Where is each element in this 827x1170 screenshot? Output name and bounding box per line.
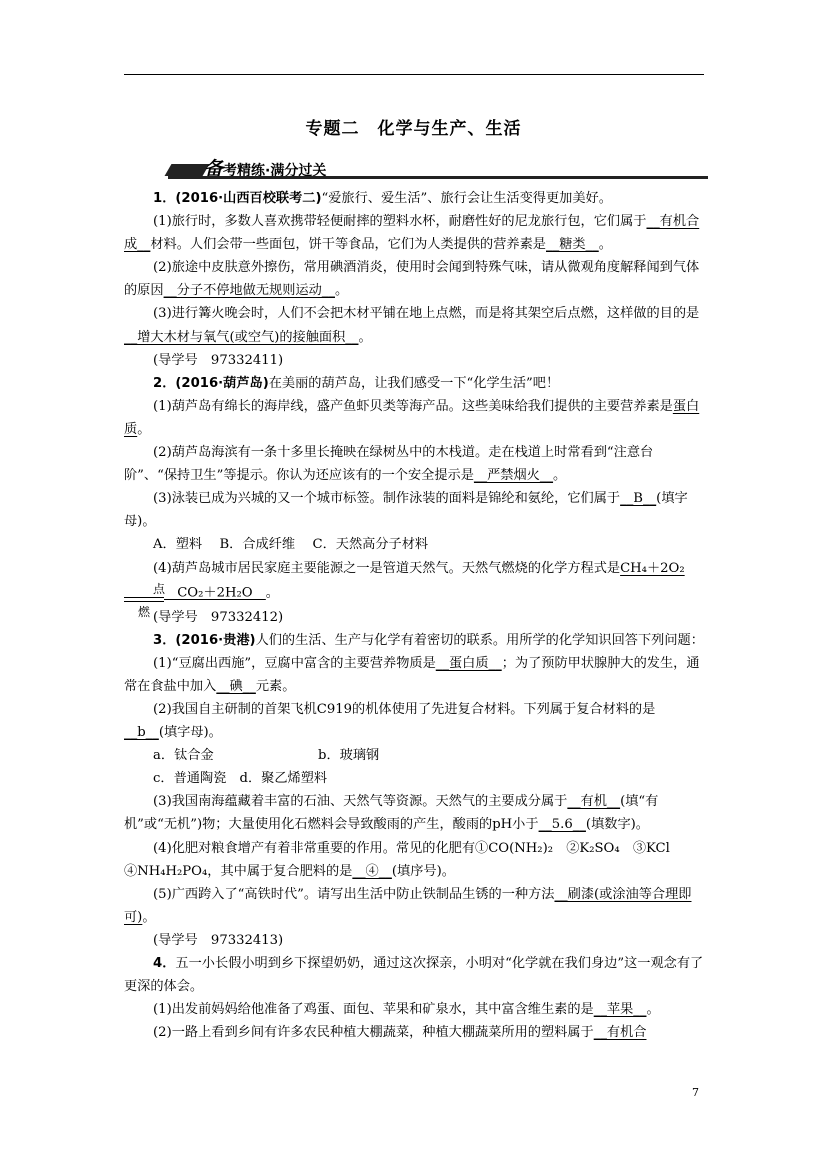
answer: __刷漆(或涂油等合理即可) (124, 886, 692, 925)
question-3-part-1 (124, 652, 704, 698)
answer: __苹果__ (593, 1002, 647, 1018)
question-2-stem (124, 372, 704, 395)
exercise-content (124, 187, 704, 1044)
part-text: (2)我国自主研制的首架飞机C919的机体使用了先进复合材料。下列属于复合材料的是 (153, 701, 656, 717)
part-text: (填数字)。 (585, 817, 649, 833)
part-text: (填“有机”或“无机”)物；大量使用化石燃料会导致酸雨的产生，酸雨的pH小于 (124, 794, 659, 833)
part-text: 。 (137, 421, 151, 437)
equal-line-bottom (124, 601, 164, 602)
question-source: (2016·葫芦岛) (175, 375, 269, 391)
question-1-part-3 (124, 302, 704, 348)
guide-number: (导学号 97332411) (153, 352, 284, 368)
answer: __糖类__ (546, 237, 599, 253)
banner-separator: · (265, 163, 271, 179)
question-4-part-2 (124, 1021, 704, 1044)
question-1-part-1 (124, 210, 704, 256)
part-text: ；为了预防甲状腺肿大的发生，通常在食盐中加入 (124, 655, 700, 694)
part-text: (4)化肥对粮食增产有着非常重要的作用。常见的化肥有①CO(NH₂)₂ ②K₂SO₄ ③KCl ④NH₄H₂PO₄，其中属于复合肥料的是 (124, 840, 684, 879)
part-text: (2)旅途中皮肤意外擦伤，常用碘酒消炎，使用时会闻到特殊气味，请从微观角度解释闻到气体的原因 (124, 260, 700, 299)
question-text: 在美丽的葫芦岛，让我们感受一下“化学生活”吧！ (268, 375, 560, 391)
option-a: a．钛合金 (153, 748, 214, 764)
answer: __有机__ (567, 794, 621, 810)
question-3-options-cd: c．普通陶瓷 d．聚乙烯塑料 (153, 771, 328, 787)
answer: __蛋白质__ (435, 655, 502, 671)
question-2-options: A．塑料 B．合成纤维 C．天然高分子材料 (153, 537, 429, 553)
part-text: (1)“豆腐出西施”，豆腐中富含的主要营养物质是 (153, 655, 436, 671)
part-text: (1)出发前妈妈给他准备了鸡蛋、面包、苹果和矿泉水，其中富含维生素的是 (153, 1002, 594, 1018)
answer: __④__ (352, 863, 392, 879)
answer: __增大木材与氧气(或空气)的接触面积__ (124, 329, 359, 345)
banner-text: 考精练 (223, 163, 266, 179)
part-text: 。 (142, 909, 156, 925)
question-number: 4． (153, 956, 176, 971)
answer: 蛋白质 (124, 398, 700, 437)
equation-products: __CO₂＋2H₂O__ (164, 585, 266, 601)
answer: __B__ (620, 491, 657, 507)
question-text: 人们的生活、生产与化学有着密切的联系。用所学的化学知识回答下列问题： (255, 632, 704, 648)
equal-line-top (124, 597, 164, 598)
question-source: (2016·山西百校联考二) (175, 191, 322, 206)
header-rule (124, 74, 704, 75)
part-text: (5)广西跨入了“高铁时代”。请写出生活中防止铁制品生锈的一种方法 (153, 886, 555, 902)
answer: __有机合成__ (124, 214, 700, 253)
answer: __b__ (124, 725, 159, 741)
question-3-options-ab (124, 744, 704, 767)
question-3-part-4 (124, 837, 704, 883)
part-text: (填字母)。 (124, 491, 688, 530)
part-text: 。 (646, 1002, 660, 1018)
section-banner (168, 150, 708, 180)
part-text: 。 (335, 283, 349, 299)
question-1-stem (124, 187, 704, 210)
option-b: b．玻璃钢 (318, 748, 380, 764)
banner-tail: 满分过关 (270, 163, 327, 179)
part-text: 。 (358, 329, 372, 345)
part-text: (填字母)。 (158, 725, 222, 741)
part-text: 。 (553, 468, 567, 484)
part-text: (3)我国南海蕴藏着丰富的石油、天然气等资源。天然气的主要成分属于 (153, 794, 568, 810)
question-number: 1． (153, 191, 176, 206)
question-source: (2016·贵港) (175, 632, 256, 648)
part-text: (1)葫芦岛有绵长的海岸线，盛产鱼虾贝类等海产品。这些美味给我们提供的主要营养素是 (153, 398, 673, 414)
question-3-stem (124, 629, 704, 652)
question-3-part-2 (124, 698, 704, 744)
part-text: (4)葫芦岛城市居民家庭主要能源之一是管道天然气。天然气燃烧的化学方程式是 (153, 560, 621, 576)
question-number: 3． (153, 632, 176, 648)
page-number: 7 (692, 1086, 699, 1099)
part-text: 材料。人们会带一些面包，饼干等食品，它们为人类提供的营养素是 (150, 237, 546, 253)
answer: __有机合 (593, 1025, 647, 1041)
part-text: (填序号)。 (391, 863, 455, 879)
part-text: (2)葫芦岛海滨有一条十多里长掩映在绿树丛中的木栈道。走在栈道上时常看到“注意台阶”、“保持卫生”等提示。你认为还应该有的一个安全提示是 (124, 445, 654, 484)
condition-text: 点燃 (137, 581, 166, 619)
question-number: 2． (153, 375, 176, 391)
banner-rule (168, 176, 708, 179)
banner-big-char: 备 (204, 158, 224, 180)
question-text: 五一小长假小明到乡下探望奶奶，通过这次探亲，小明对“化学就在我们身边”这一观念有了更深的体会。 (124, 956, 704, 995)
question-2-part-1 (124, 395, 704, 441)
question-1-part-2 (124, 256, 704, 302)
question-3-part-5 (124, 883, 704, 929)
equation-reactants: CH₄＋2O₂ (620, 560, 685, 576)
part-text: 。 (598, 237, 612, 253)
guide-number: (导学号 97332412) (153, 609, 284, 625)
answer: __分子不停地做无规则运动__ (163, 283, 335, 299)
question-4-stem (124, 952, 704, 998)
part-text: (1)旅行时，多数人喜欢携带轻便耐摔的塑料水杯，耐磨性好的尼龙旅行包，它们属于 (153, 214, 647, 230)
part-text: (3)进行篝火晚会时，人们不会把木材平铺在地上点燃，而是将其架空后点燃，这样做的目的是 (153, 306, 700, 322)
part-text: 。 (265, 585, 279, 601)
question-4-part-1 (124, 998, 704, 1021)
answer: __碘__ (216, 678, 256, 694)
guide-number: (导学号 97332413) (153, 932, 284, 948)
part-text: (2)一路上看到乡间有许多农民种植大棚蔬菜，种植大棚蔬菜所用的塑料属于 (153, 1025, 594, 1041)
banner-slant-decoration (165, 164, 210, 176)
reaction-condition (124, 581, 166, 619)
question-text: “爱旅行、爱生活”、旅行会让生活变得更加美好。 (321, 191, 612, 206)
answer: __5.6__ (538, 817, 586, 833)
question-3-part-3 (124, 790, 704, 836)
question-2-part-3 (124, 487, 704, 533)
question-2-part-2 (124, 441, 704, 487)
answer: __严禁烟火__ (473, 468, 554, 484)
part-text: (3)泳装已成为兴城的又一个城市标签。制作泳装的面料是锦纶和氨纶，它们属于 (153, 491, 621, 507)
page-title: 专题二 化学与生产、生活 (305, 119, 522, 139)
part-text: 元素。 (255, 678, 296, 694)
